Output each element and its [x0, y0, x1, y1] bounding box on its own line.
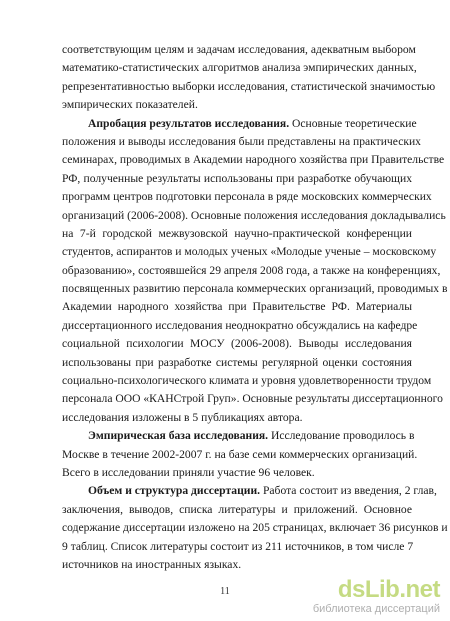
text-line — [62, 115, 417, 133]
text-line — [62, 59, 417, 77]
text-line — [62, 354, 412, 372]
line-text: положения и выводы исследования были представлены на практических — [62, 134, 421, 148]
section-heading: Эмпирическая база исследования. — [88, 429, 269, 443]
text-line — [62, 280, 448, 298]
text-line — [62, 243, 437, 261]
paragraph — [62, 115, 448, 428]
text-line — [62, 151, 445, 169]
line-text: программ центров подготовки персонала в ряде московских коммерческих — [62, 190, 432, 204]
paragraph — [62, 41, 436, 115]
text-line — [62, 225, 412, 243]
text-line — [62, 501, 412, 519]
section-heading: Апробация результатов исследования. — [88, 116, 290, 130]
text-line — [62, 372, 432, 390]
watermark — [280, 576, 440, 616]
watermark-caption: библиотека диссертаций — [312, 603, 440, 615]
line-text: социально-психологического климата и уровня удовлетворенности трудом — [62, 374, 432, 388]
line-text: на 7-й городской межвузовской научно-практической конференции — [62, 226, 412, 240]
text-line — [62, 538, 412, 556]
page-number: 11 — [220, 586, 230, 597]
line-text: студентов, аспирантов и молодых ученых «Молодые ученые – московскому — [62, 245, 437, 259]
text-line — [62, 133, 421, 151]
line-text: диссертационного исследования неоднократно обсуждались на кафедре — [62, 318, 418, 332]
line-text: заключения, выводов, списка литературы и приложений. Основное — [62, 502, 412, 516]
text-line — [62, 335, 412, 353]
line-text: семинарах, проводимых в Академии народного хозяйства при Правительстве — [62, 153, 445, 167]
text-line — [62, 170, 412, 188]
line-text: математико-статистических алгоритмов анализа эмпирических данных, — [62, 61, 417, 75]
line-text: Академии народного хозяйства при Правительстве РФ. Материалы — [62, 300, 412, 314]
text-line — [62, 409, 412, 427]
text-line — [62, 96, 412, 114]
line-text: РФ, полученные результаты использованы при разработке обучающих — [62, 171, 412, 185]
line-text: использованы при разработке системы регулярной оценки состояния — [62, 355, 412, 369]
line-text: образованию», состоявшейся 29 апреля 2008 года, а также на конференциях, — [62, 263, 441, 277]
section-heading: Объем и структура диссертации. — [88, 484, 261, 498]
line-text: соответствующим целям и задачам исследования, адекватным выбором — [62, 43, 416, 56]
text-line — [62, 207, 446, 225]
line-text: содержание диссертации изложено на 205 страницах, включает 36 рисунков и — [62, 521, 448, 535]
line-text: Москве в течение 2002-2007 г. на базе семи коммерческих организаций. — [62, 447, 418, 461]
text-line — [62, 427, 415, 445]
line-text: эмпирических показателей. — [62, 98, 198, 112]
paragraph — [62, 427, 418, 482]
text-line — [62, 464, 412, 482]
line-text: исследования изложены в 5 публикациях автора. — [62, 410, 303, 424]
watermark-logo: dsLib.net — [337, 576, 440, 603]
text-line — [62, 519, 448, 537]
body-text — [62, 41, 448, 574]
paragraph — [62, 482, 448, 574]
text-line — [62, 390, 443, 408]
line-text: организаций (2006-2008). Основные положения исследования докладывались — [62, 208, 446, 222]
text-line — [62, 317, 418, 335]
text-line — [62, 78, 436, 96]
line-text: репрезентативностью выборки исследования, статистической значимостью — [62, 79, 436, 93]
line-text: социальной психологии МОСУ (2006-2008). Выводы исследования — [62, 337, 412, 351]
line-text: посвященных развитию персонала коммерческих организаций, проводимых в — [62, 282, 448, 296]
line-text: Работа состоит из введения, 2 глав, — [260, 484, 437, 498]
line-text: Исследование проводилось в — [268, 429, 415, 443]
line-text: персонала ООО «КАНСтрой Груп». Основные результаты диссертационного — [62, 392, 443, 406]
text-line — [62, 262, 441, 280]
line-text: источников на иностранных языках. — [62, 557, 242, 571]
text-line — [62, 556, 412, 574]
text-line — [62, 298, 412, 316]
line-text: 9 таблиц. Список литературы состоит из 211 источников, в том числе 7 — [62, 539, 414, 553]
line-text: Основные теоретические — [289, 116, 417, 130]
text-line — [62, 482, 437, 500]
line-text: Всего в исследовании приняли участие 96 человек. — [62, 465, 315, 479]
text-line — [62, 41, 416, 59]
text-line — [62, 446, 418, 464]
text-line — [62, 188, 432, 206]
